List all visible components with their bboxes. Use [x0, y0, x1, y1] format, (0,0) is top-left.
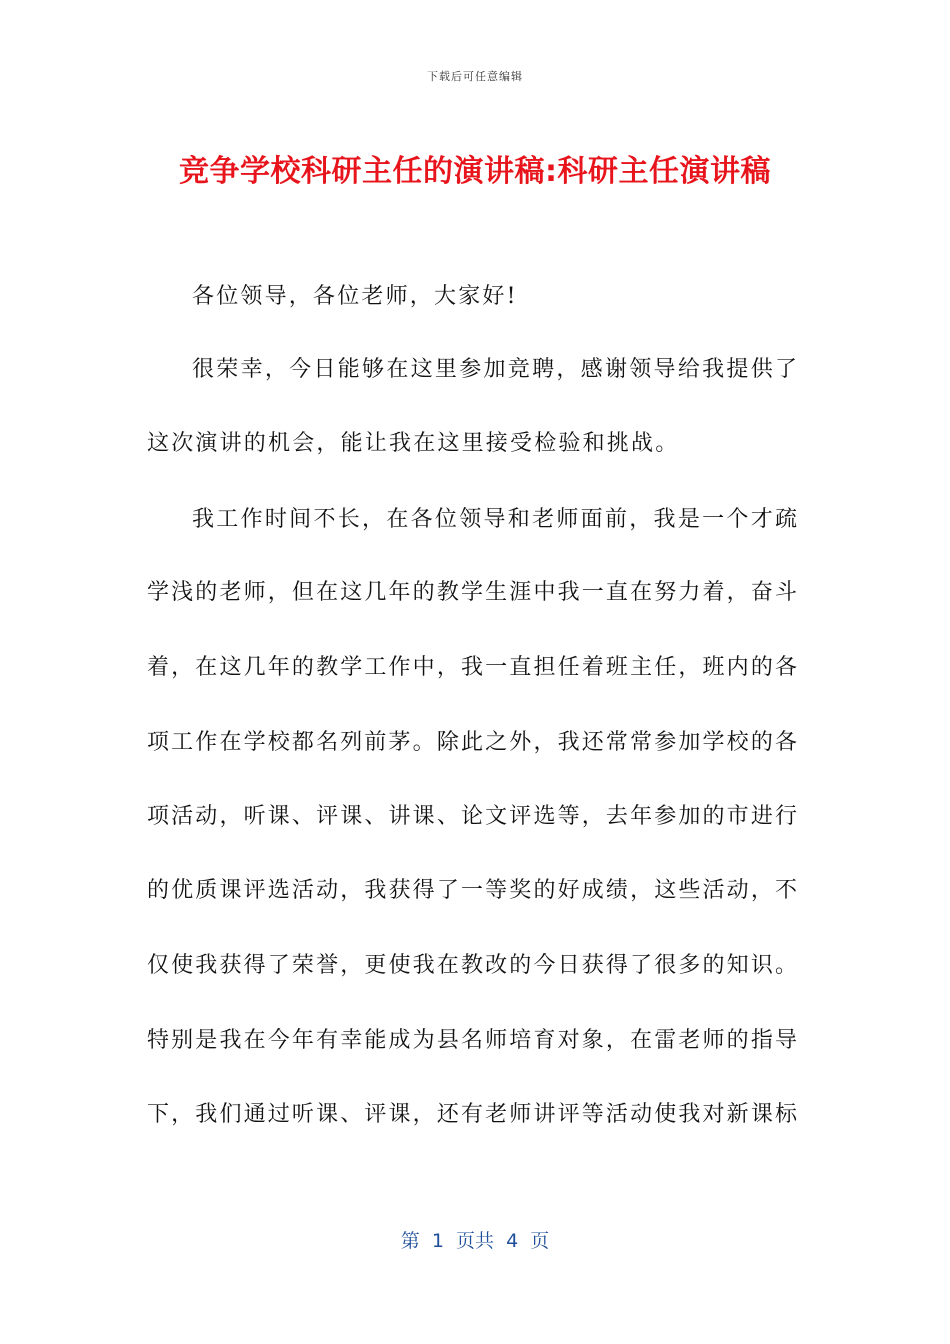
paragraph-line: 仅使我获得了荣誉，更使我在教改的今日获得了很多的知识。 [147, 953, 797, 978]
paragraph-line: 下，我们通过听课、评课，还有老师讲评等活动使我对新课标 [147, 1102, 797, 1127]
paragraph-line: 学浅的老师，但在这几年的教学生涯中我一直在努力着，奋斗 [147, 580, 797, 605]
paragraph-line: 特别是我在今年有幸能成为县名师培育对象，在雷老师的指导 [147, 1028, 797, 1053]
paragraph-line: 很荣幸，今日能够在这里参加竞聘，感谢领导给我提供了 [192, 357, 797, 382]
paragraph-line: 着，在这几年的教学工作中，我一直担任着班主任，班内的各 [147, 655, 797, 680]
document-title: 竞争学校科研主任的演讲稿:科研主任演讲稿 [179, 154, 771, 189]
header-note: 下载后可任意编辑 [427, 70, 523, 83]
paragraph-line: 我工作时间不长，在各位领导和老师面前，我是一个才疏 [192, 507, 797, 532]
paragraph-line: 这次演讲的机会，能让我在这里接受检验和挑战。 [147, 431, 680, 456]
paragraph-line: 项工作在学校都名列前茅。除此之外，我还常常参加学校的各 [147, 730, 797, 755]
page-number-footer: 第 1 页共 4 页 [400, 1230, 550, 1252]
paragraph-line: 的优质课评选活动，我获得了一等奖的好成绩，这些活动，不 [147, 878, 797, 903]
paragraph-greeting: 各位领导，各位老师，大家好! [192, 284, 518, 309]
paragraph-line: 项活动，听课、评课、讲课、论文评选等，去年参加的市进行 [147, 804, 797, 829]
